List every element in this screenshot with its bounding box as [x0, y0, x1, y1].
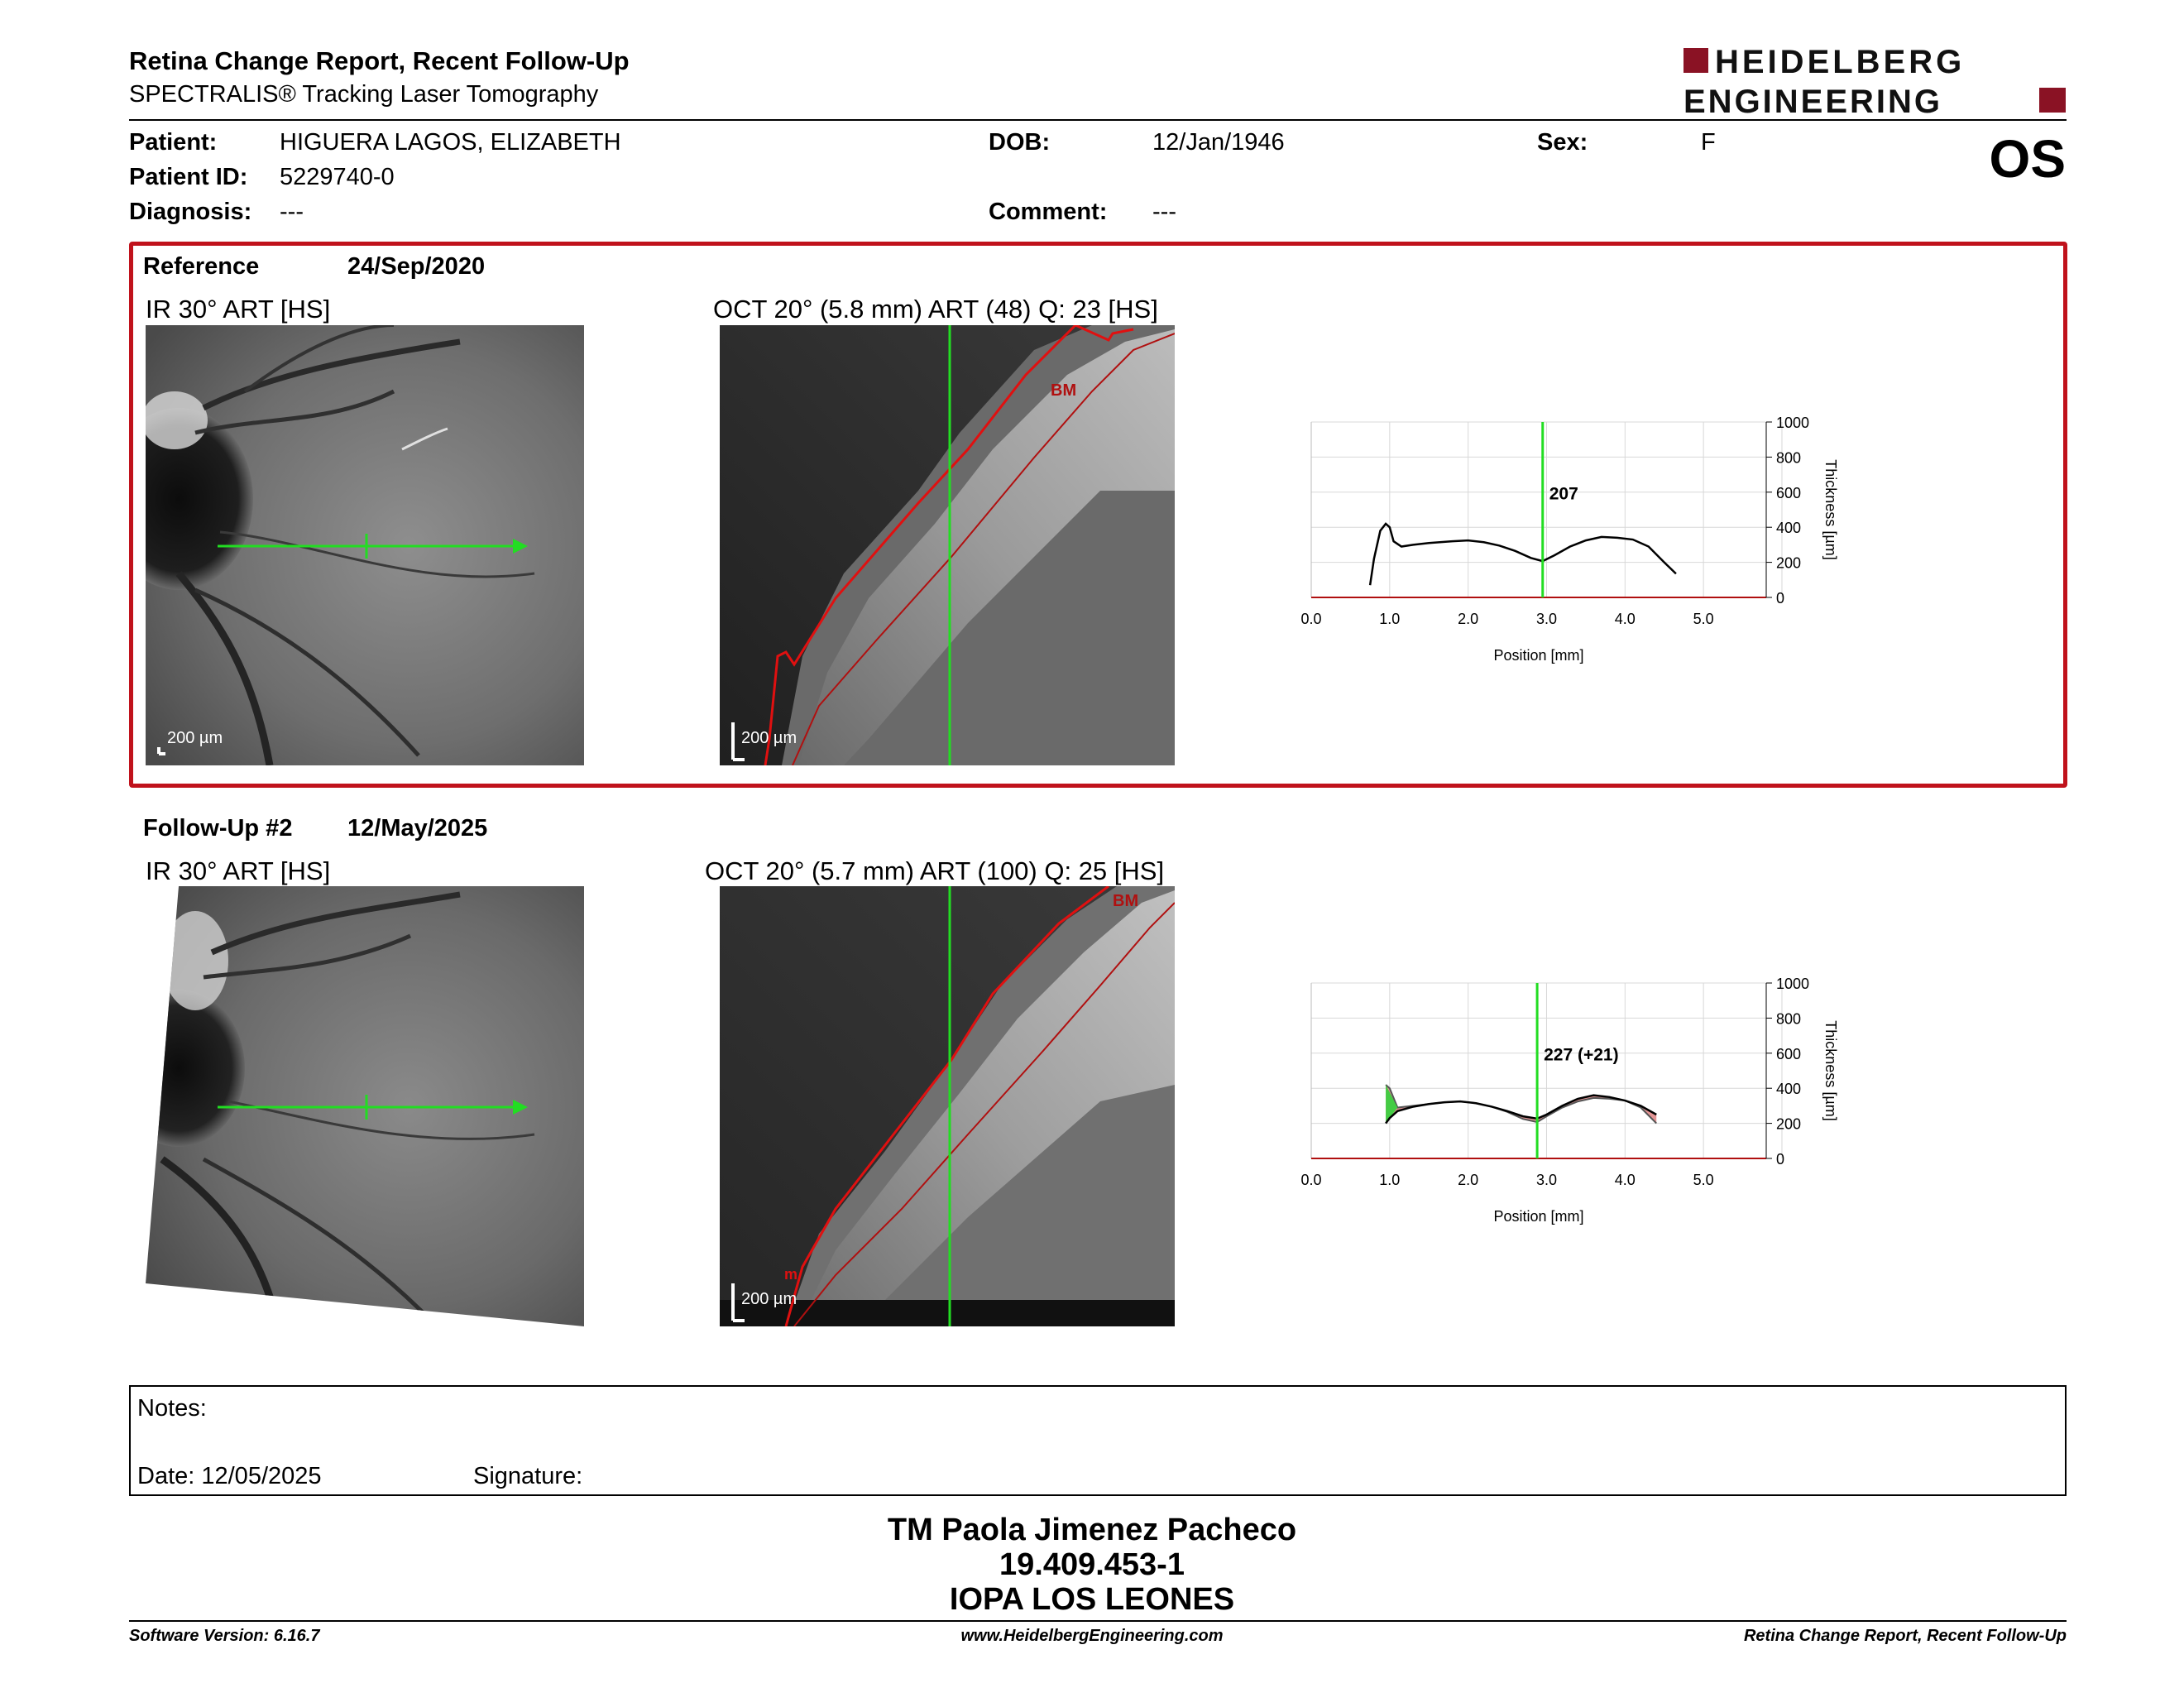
notes-date: Date: 12/05/2025 [137, 1463, 322, 1489]
x-tick-label: 4.0 [1614, 611, 1636, 627]
eye-indicator: OS [1989, 129, 2066, 189]
footer-report-name: Retina Change Report, Recent Follow-Up [1743, 1627, 2067, 1645]
y-axis-label: Thickness [µm] [1822, 1020, 1839, 1121]
reference-ir-caption: IR 30° ART [HS] [146, 295, 331, 324]
x-tick-label: 1.0 [1379, 1172, 1401, 1188]
y-tick-label: 200 [1776, 554, 1802, 572]
signer-name: TM Paola Jimenez Pacheco [887, 1513, 1297, 1547]
dob-value: 12/Jan/1946 [1152, 129, 1285, 156]
x-tick-label: 2.0 [1458, 611, 1479, 627]
followup-ir-caption: IR 30° ART [HS] [146, 856, 331, 885]
followup-ir-image [146, 886, 584, 1326]
y-tick-label: 1000 [1776, 415, 1810, 431]
diagnosis-value: --- [280, 199, 304, 225]
patient-id: 5229740-0 [280, 164, 395, 190]
reference-label: Reference [143, 253, 260, 280]
signature-label: Signature: [473, 1463, 583, 1489]
y-tick-label: 800 [1776, 449, 1802, 467]
followup-oct-caption: OCT 20° (5.7 mm) ART (100) Q: 25 [HS] [705, 856, 1165, 885]
followup-ir-scale: 200 µm [167, 1290, 223, 1308]
y-tick-label: 1000 [1776, 976, 1810, 992]
x-tick-label: 2.0 [1458, 1172, 1479, 1188]
diagnosis-label: Diagnosis: [129, 199, 252, 225]
y-axis-label: Thickness [µm] [1822, 459, 1839, 560]
followup-date: 12/May/2025 [347, 815, 488, 842]
svg-text:BM: BM [1051, 381, 1077, 400]
patient-label: Patient: [129, 129, 218, 156]
sex-value: F [1701, 129, 1716, 156]
comment-value: --- [1152, 199, 1176, 225]
signer-rut: 19.409.453-1 [999, 1547, 1185, 1582]
x-tick-label: 4.0 [1614, 1172, 1636, 1188]
footer-divider [129, 1620, 2067, 1622]
cursor-thickness-label: 207 [1549, 484, 1578, 504]
comment-label: Comment: [989, 199, 1108, 225]
y-tick-label: 600 [1776, 484, 1802, 501]
software-version: Software Version: 6.16.7 [129, 1627, 320, 1645]
svg-text:BM: BM [1113, 892, 1139, 910]
followup-label: Follow-Up #2 [143, 815, 293, 842]
cursor-thickness-label: 227 (+21) [1544, 1045, 1619, 1065]
header-divider [129, 119, 2067, 121]
dob-label: DOB: [989, 129, 1051, 156]
y-tick-label: 600 [1776, 1045, 1802, 1062]
x-tick-label: 0.0 [1300, 1172, 1322, 1188]
reference-date: 24/Sep/2020 [347, 253, 486, 280]
followup-oct-scale: 200 µm [741, 1290, 797, 1308]
x-axis-label: Position [mm] [1493, 647, 1584, 664]
notes-box [129, 1385, 2067, 1496]
patient-name: HIGUERA LAGOS, ELIZABETH [280, 129, 621, 156]
x-tick-label: 5.0 [1693, 611, 1714, 627]
x-tick-label: 5.0 [1693, 1172, 1714, 1188]
y-tick-label: 0 [1776, 1151, 1785, 1168]
x-tick-label: 1.0 [1379, 611, 1401, 627]
y-tick-label: 800 [1776, 1010, 1802, 1028]
followup-oct-image [720, 886, 1175, 1326]
website-link: www.HeidelbergEngineering.com [960, 1627, 1224, 1645]
reference-oct-caption: OCT 20° (5.8 mm) ART (48) Q: 23 [HS] [713, 295, 1158, 324]
reference-thickness-chart [1291, 405, 1870, 679]
sex-label: Sex: [1537, 129, 1588, 156]
series-line-followup [1386, 1096, 1656, 1124]
svg-text:ENGINEERING: ENGINEERING [1684, 84, 1943, 119]
reference-ir-image [146, 325, 584, 765]
y-tick-label: 200 [1776, 1115, 1802, 1133]
y-tick-label: 0 [1776, 590, 1785, 607]
notes-label: Notes: [137, 1395, 207, 1422]
svg-text:HEIDELBERG: HEIDELBERG [1715, 44, 1966, 80]
x-axis-label: Position [mm] [1493, 1208, 1584, 1225]
report-title: Retina Change Report, Recent Follow-Up [129, 46, 630, 75]
reference-oct-image [720, 325, 1175, 765]
signer-institution: IOPA LOS LEONES [949, 1582, 1235, 1617]
followup-thickness-chart [1291, 966, 1870, 1240]
series-line [1370, 524, 1676, 585]
patient-id-label: Patient ID: [129, 164, 248, 190]
report-subtitle: SPECTRALIS® Tracking Laser Tomography [129, 81, 599, 108]
y-tick-label: 400 [1776, 1081, 1802, 1098]
reference-ir-scale: 200 µm [167, 729, 223, 747]
reference-oct-scale: 200 µm [741, 729, 797, 747]
x-tick-label: 3.0 [1535, 1172, 1557, 1188]
y-tick-label: 400 [1776, 520, 1802, 537]
x-tick-label: 3.0 [1535, 611, 1557, 627]
x-tick-label: 0.0 [1300, 611, 1322, 627]
svg-text:m: m [784, 1266, 798, 1283]
heidelberg-logo [1684, 43, 2066, 119]
